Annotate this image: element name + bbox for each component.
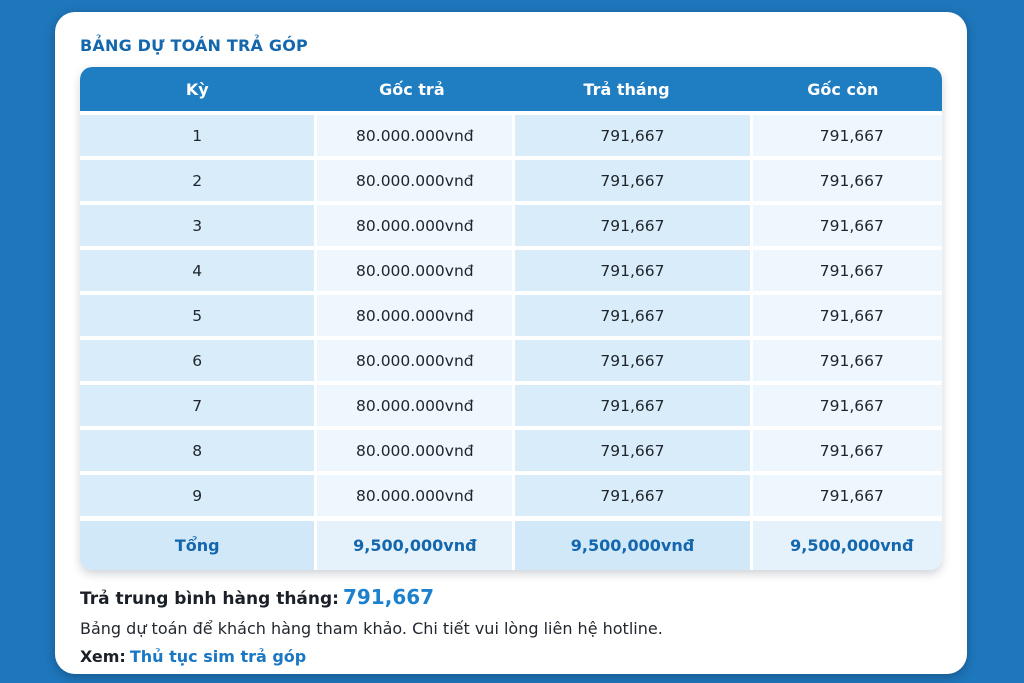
table-cell: 791,667 bbox=[515, 205, 749, 246]
table-row bbox=[80, 340, 942, 381]
table-cell: 80.000.000vnđ bbox=[317, 115, 512, 156]
total-goc-tra-cell: 9,500,000vnđ bbox=[317, 521, 512, 570]
table-cell: 791,667 bbox=[753, 250, 942, 291]
page-title: BẢNG DỰ TOÁN TRẢ GÓP bbox=[80, 36, 308, 55]
table-cell: 4 bbox=[80, 250, 314, 291]
table-row bbox=[80, 475, 942, 516]
table-cell: 791,667 bbox=[515, 295, 749, 336]
table-cell: 80.000.000vnđ bbox=[317, 205, 512, 246]
installment-card bbox=[55, 12, 967, 674]
column-header-goc-tra: Gốc trả bbox=[379, 79, 445, 99]
table-cell: 791,667 bbox=[515, 385, 749, 426]
table-row bbox=[80, 385, 942, 426]
disclaimer-note: Bảng dự toán để khách hàng tham khảo. Chi tiết vui lòng liên hệ hotline. bbox=[80, 619, 663, 638]
table-cell: 791,667 bbox=[515, 160, 749, 201]
column-header-ky: Kỳ bbox=[185, 79, 209, 99]
table-cell: 1 bbox=[80, 115, 314, 156]
table-cell: 80.000.000vnđ bbox=[317, 430, 512, 471]
table-row bbox=[80, 115, 942, 156]
table-cell: 9 bbox=[80, 475, 314, 516]
table-cell: 791,667 bbox=[753, 430, 942, 471]
table-total-row bbox=[80, 521, 942, 570]
table-cell: 791,667 bbox=[515, 475, 749, 516]
table-cell: 80.000.000vnđ bbox=[317, 295, 512, 336]
total-goc-con-cell: 9,500,000vnđ bbox=[753, 521, 942, 570]
table-row bbox=[80, 295, 942, 336]
table-cell: 791,667 bbox=[753, 385, 942, 426]
table-cell: 80.000.000vnđ bbox=[317, 475, 512, 516]
table-cell: 791,667 bbox=[753, 475, 942, 516]
see-also-label: Xem: bbox=[80, 647, 126, 666]
table-cell: 80.000.000vnđ bbox=[317, 250, 512, 291]
table-cell: 5 bbox=[80, 295, 314, 336]
table-row bbox=[80, 430, 942, 471]
table-cell: 3 bbox=[80, 205, 314, 246]
installment-procedure-link[interactable]: Thủ tục sim trả góp bbox=[129, 647, 307, 666]
average-monthly-label: Trả trung bình hàng tháng: bbox=[80, 589, 339, 609]
table-row bbox=[80, 160, 942, 201]
table-cell: 80.000.000vnđ bbox=[317, 385, 512, 426]
table-cell: 791,667 bbox=[753, 160, 942, 201]
see-also-line bbox=[80, 644, 942, 669]
table-header-row bbox=[80, 67, 942, 111]
column-header-goc-con: Gốc còn bbox=[807, 79, 879, 99]
table-row bbox=[80, 205, 942, 246]
column-header-tra-thang: Trả tháng bbox=[583, 79, 670, 99]
table-cell: 2 bbox=[80, 160, 314, 201]
table-cell: 8 bbox=[80, 430, 314, 471]
table-cell: 7 bbox=[80, 385, 314, 426]
average-monthly-line bbox=[80, 584, 942, 613]
table-cell: 791,667 bbox=[515, 115, 749, 156]
average-monthly-value: 791,667 bbox=[342, 585, 435, 609]
table-body bbox=[80, 115, 942, 516]
table-cell: 80.000.000vnđ bbox=[317, 160, 512, 201]
table-cell: 791,667 bbox=[753, 295, 942, 336]
table-cell: 791,667 bbox=[515, 340, 749, 381]
table-cell: 791,667 bbox=[753, 340, 942, 381]
table-cell: 80.000.000vnđ bbox=[317, 340, 512, 381]
installment-table bbox=[80, 67, 942, 570]
table-row bbox=[80, 250, 942, 291]
footer-section bbox=[80, 584, 942, 669]
table-cell: 791,667 bbox=[753, 205, 942, 246]
table-cell: 6 bbox=[80, 340, 314, 381]
total-label-cell: Tổng bbox=[80, 521, 314, 570]
table-cell: 791,667 bbox=[753, 115, 942, 156]
table-cell: 791,667 bbox=[515, 430, 749, 471]
total-tra-thang-cell: 9,500,000vnđ bbox=[515, 521, 749, 570]
table-cell: 791,667 bbox=[515, 250, 749, 291]
